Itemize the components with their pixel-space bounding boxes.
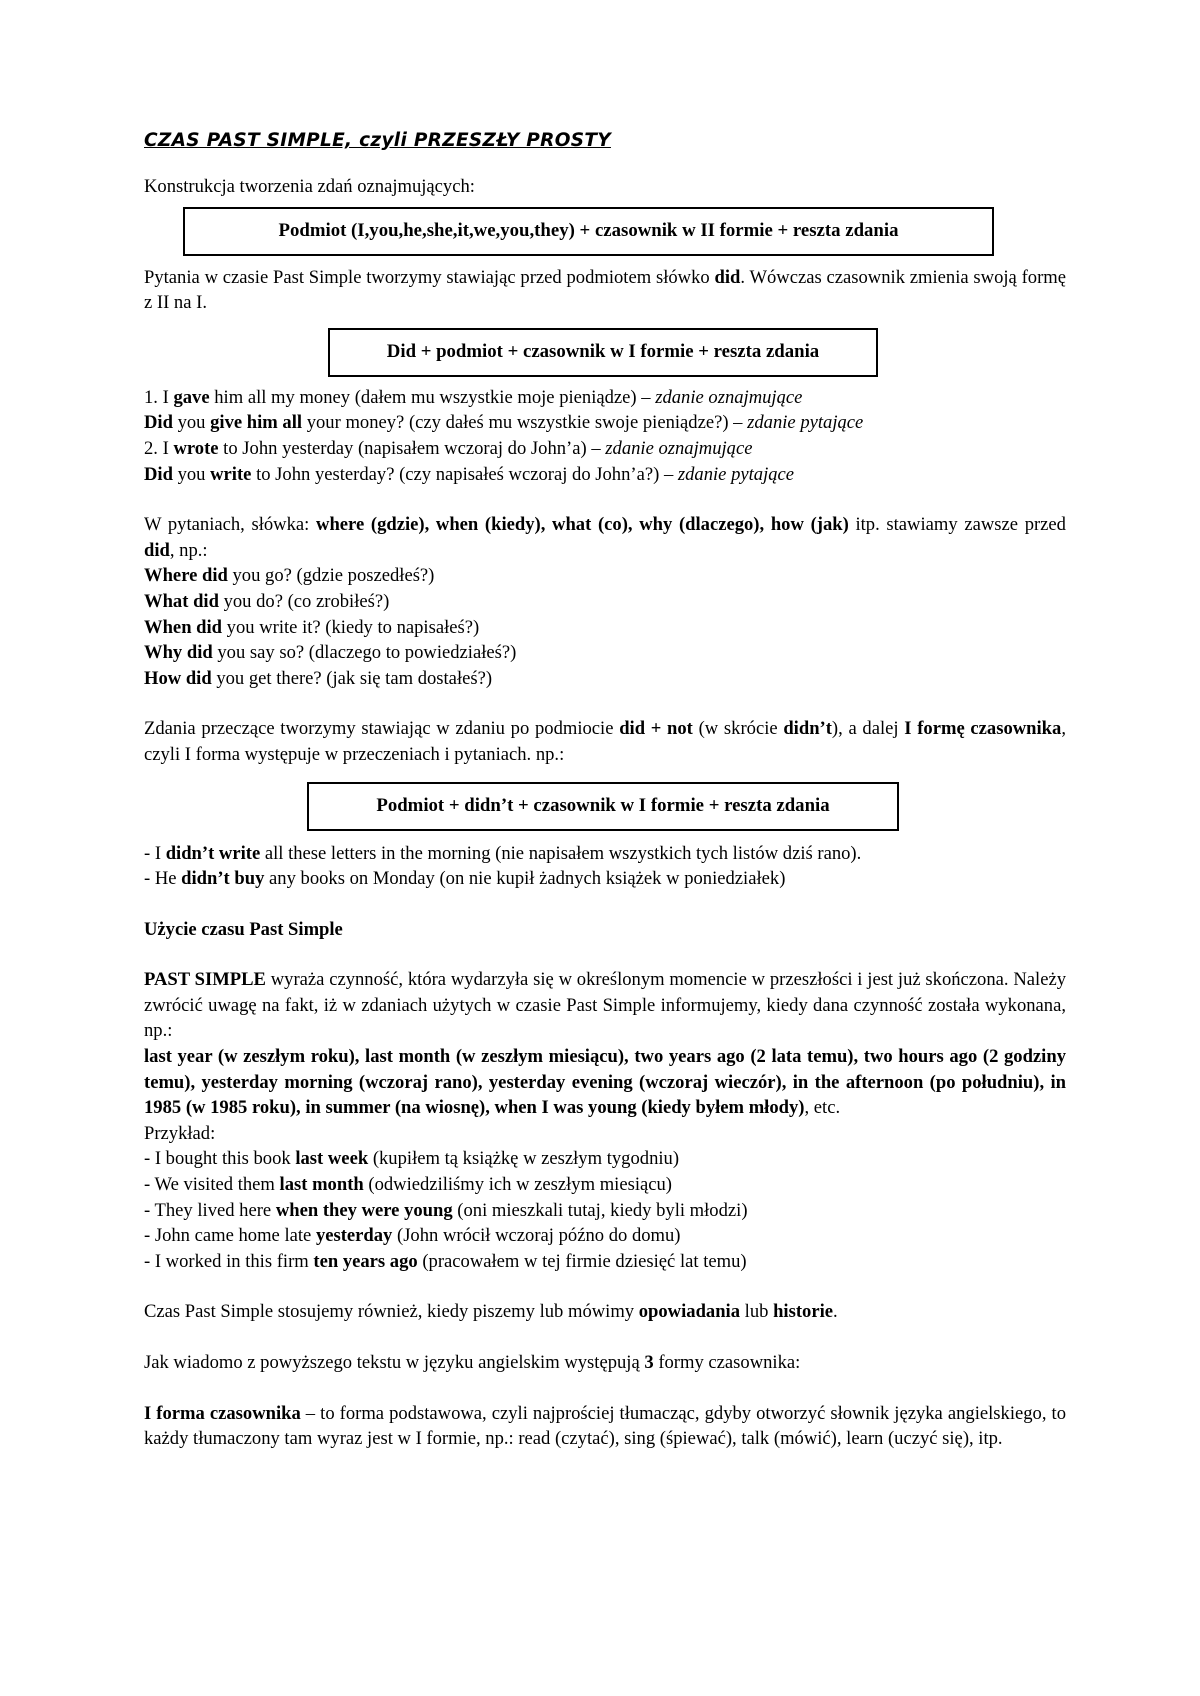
intro-text: Konstrukcja tworzenia zdań oznajmujących:	[144, 176, 475, 197]
examples-block	[144, 385, 1066, 487]
example-line: 2. I wrote to John yesterday (napisałem wczoraj do John’a) – zdanie oznajmujące	[144, 437, 753, 459]
negative-example: - I didn’t write all these letters in the morning (nie napisałem wszystkich tych listów dziś rano).	[144, 842, 862, 864]
page-title: CZAS PAST SIMPLE, czyli PRZESZŁY PROSTY	[144, 130, 611, 151]
document-page	[144, 130, 1066, 1452]
usage-example: - They lived here when they were young (oni mieszkali tutaj, kiedy byli młodzi)	[144, 1199, 748, 1221]
wh-questions-text: W pytaniach, słówka: where (gdzie), when (kiedy), what (co), why (dlaczego), how (jak) itp. stawiamy zawsze przed did, np.:	[144, 514, 1066, 561]
questions-intro: Pytania w czasie Past Simple tworzymy stawiając przed podmiotem słówko did. Wówczas czasownik zmienia swoją formę z II na I.	[144, 266, 1066, 314]
usage-time-expressions: last year (w zeszłym roku), last month (w zeszłym miesiącu), two years ago (2 lata temu), two hours ago (2 godziny temu), yesterday morning (wczoraj rano), yesterday evening (wczoraj wieczór), in the afternoon (po południu), in 1985 (w 1985 roku), in summer (na wiosnę), when I was young (kiedy byłem młody), etc.	[144, 1046, 1066, 1119]
usage-example: - I worked in this firm ten years ago (pracowałem w tej firmie dziesięć lat temu)	[144, 1250, 747, 1272]
example-line: Did you give him all your money? (czy dałeś mu wszystkie swoje pieniądze?) – zdanie pytające	[144, 412, 864, 434]
wh-item: What did you do? (co zrobiłeś?)	[144, 590, 390, 612]
stories-text: Czas Past Simple stosujemy również, kiedy piszemy lub mówimy opowiadania lub historie.	[144, 1301, 838, 1323]
wh-item: Why did you say so? (dlaczego to powiedziałeś?)	[144, 642, 517, 664]
negative-formula-box: Podmiot + didn’t + czasownik w I formie + reszta zdania	[307, 782, 899, 831]
usage-example: - We visited them last month (odwiedziliśmy ich w zeszłym miesiącu)	[144, 1174, 672, 1196]
first-form-text: I forma czasownika – to forma podstawowa, czyli najprościej tłumacząc, gdyby otworzyć słownik języka angielskiego, to każdy tłumaczony tam wyraz jest w I formie, np.: read (czytać), sing (śpiewać), talk (mówić), learn (uczyć się), itp.	[144, 1402, 1066, 1450]
question-formula-box: Did + podmiot + czasownik w I formie + reszta zdania	[328, 328, 878, 377]
usage-text: PAST SIMPLE wyraża czynność, która wydarzyła się w określonym momencie w przeszłości i jest już skończona. Należy zwrócić uwagę na fakt, iż w zdaniach użytych w czasie Past Simple informujemy, kiedy dana czynność została wykonana, np.:	[144, 969, 1067, 1042]
wh-item: How did you get there? (jak się tam dostałeś?)	[144, 667, 493, 689]
usage-example: - I bought this book last week (kupiłem tą książkę w zeszłym tygodniu)	[144, 1148, 680, 1170]
usage-example: - John came home late yesterday (John wrócił wczoraj późno do domu)	[144, 1225, 681, 1247]
negative-example: - He didn’t buy any books on Monday (on nie kupił żadnych książek w poniedziałek)	[144, 868, 786, 890]
negative-examples	[144, 841, 1066, 892]
affirmative-formula-box: Podmiot (I,you,he,she,it,we,you,they) + czasownik w II formie + reszta zdania	[183, 207, 994, 256]
wh-item: When did you write it? (kiedy to napisałeś?)	[144, 616, 480, 638]
example-label: Przykład:	[144, 1122, 216, 1144]
forms-text: Jak wiadomo z powyższego tekstu w języku angielskim występują 3 formy czasownika:	[144, 1352, 801, 1373]
negative-intro: Zdania przeczące tworzymy stawiając w zdaniu po podmiocie did + not (w skrócie didn’t), a dalej I formę czasownika, czyli I forma występuje w przeczeniach i pytaniach. np.:	[144, 718, 1066, 765]
example-line: Did you write to John yesterday? (czy napisałeś wczoraj do John’a?) – zdanie pytające	[144, 463, 795, 485]
wh-item: Where did you go? (gdzie poszedłeś?)	[144, 565, 435, 587]
usage-heading: Użycie czasu Past Simple	[144, 918, 343, 940]
example-line: 1. I gave him all my money (dałem mu wszystkie moje pieniądze) – zdanie oznajmujące	[144, 386, 803, 408]
